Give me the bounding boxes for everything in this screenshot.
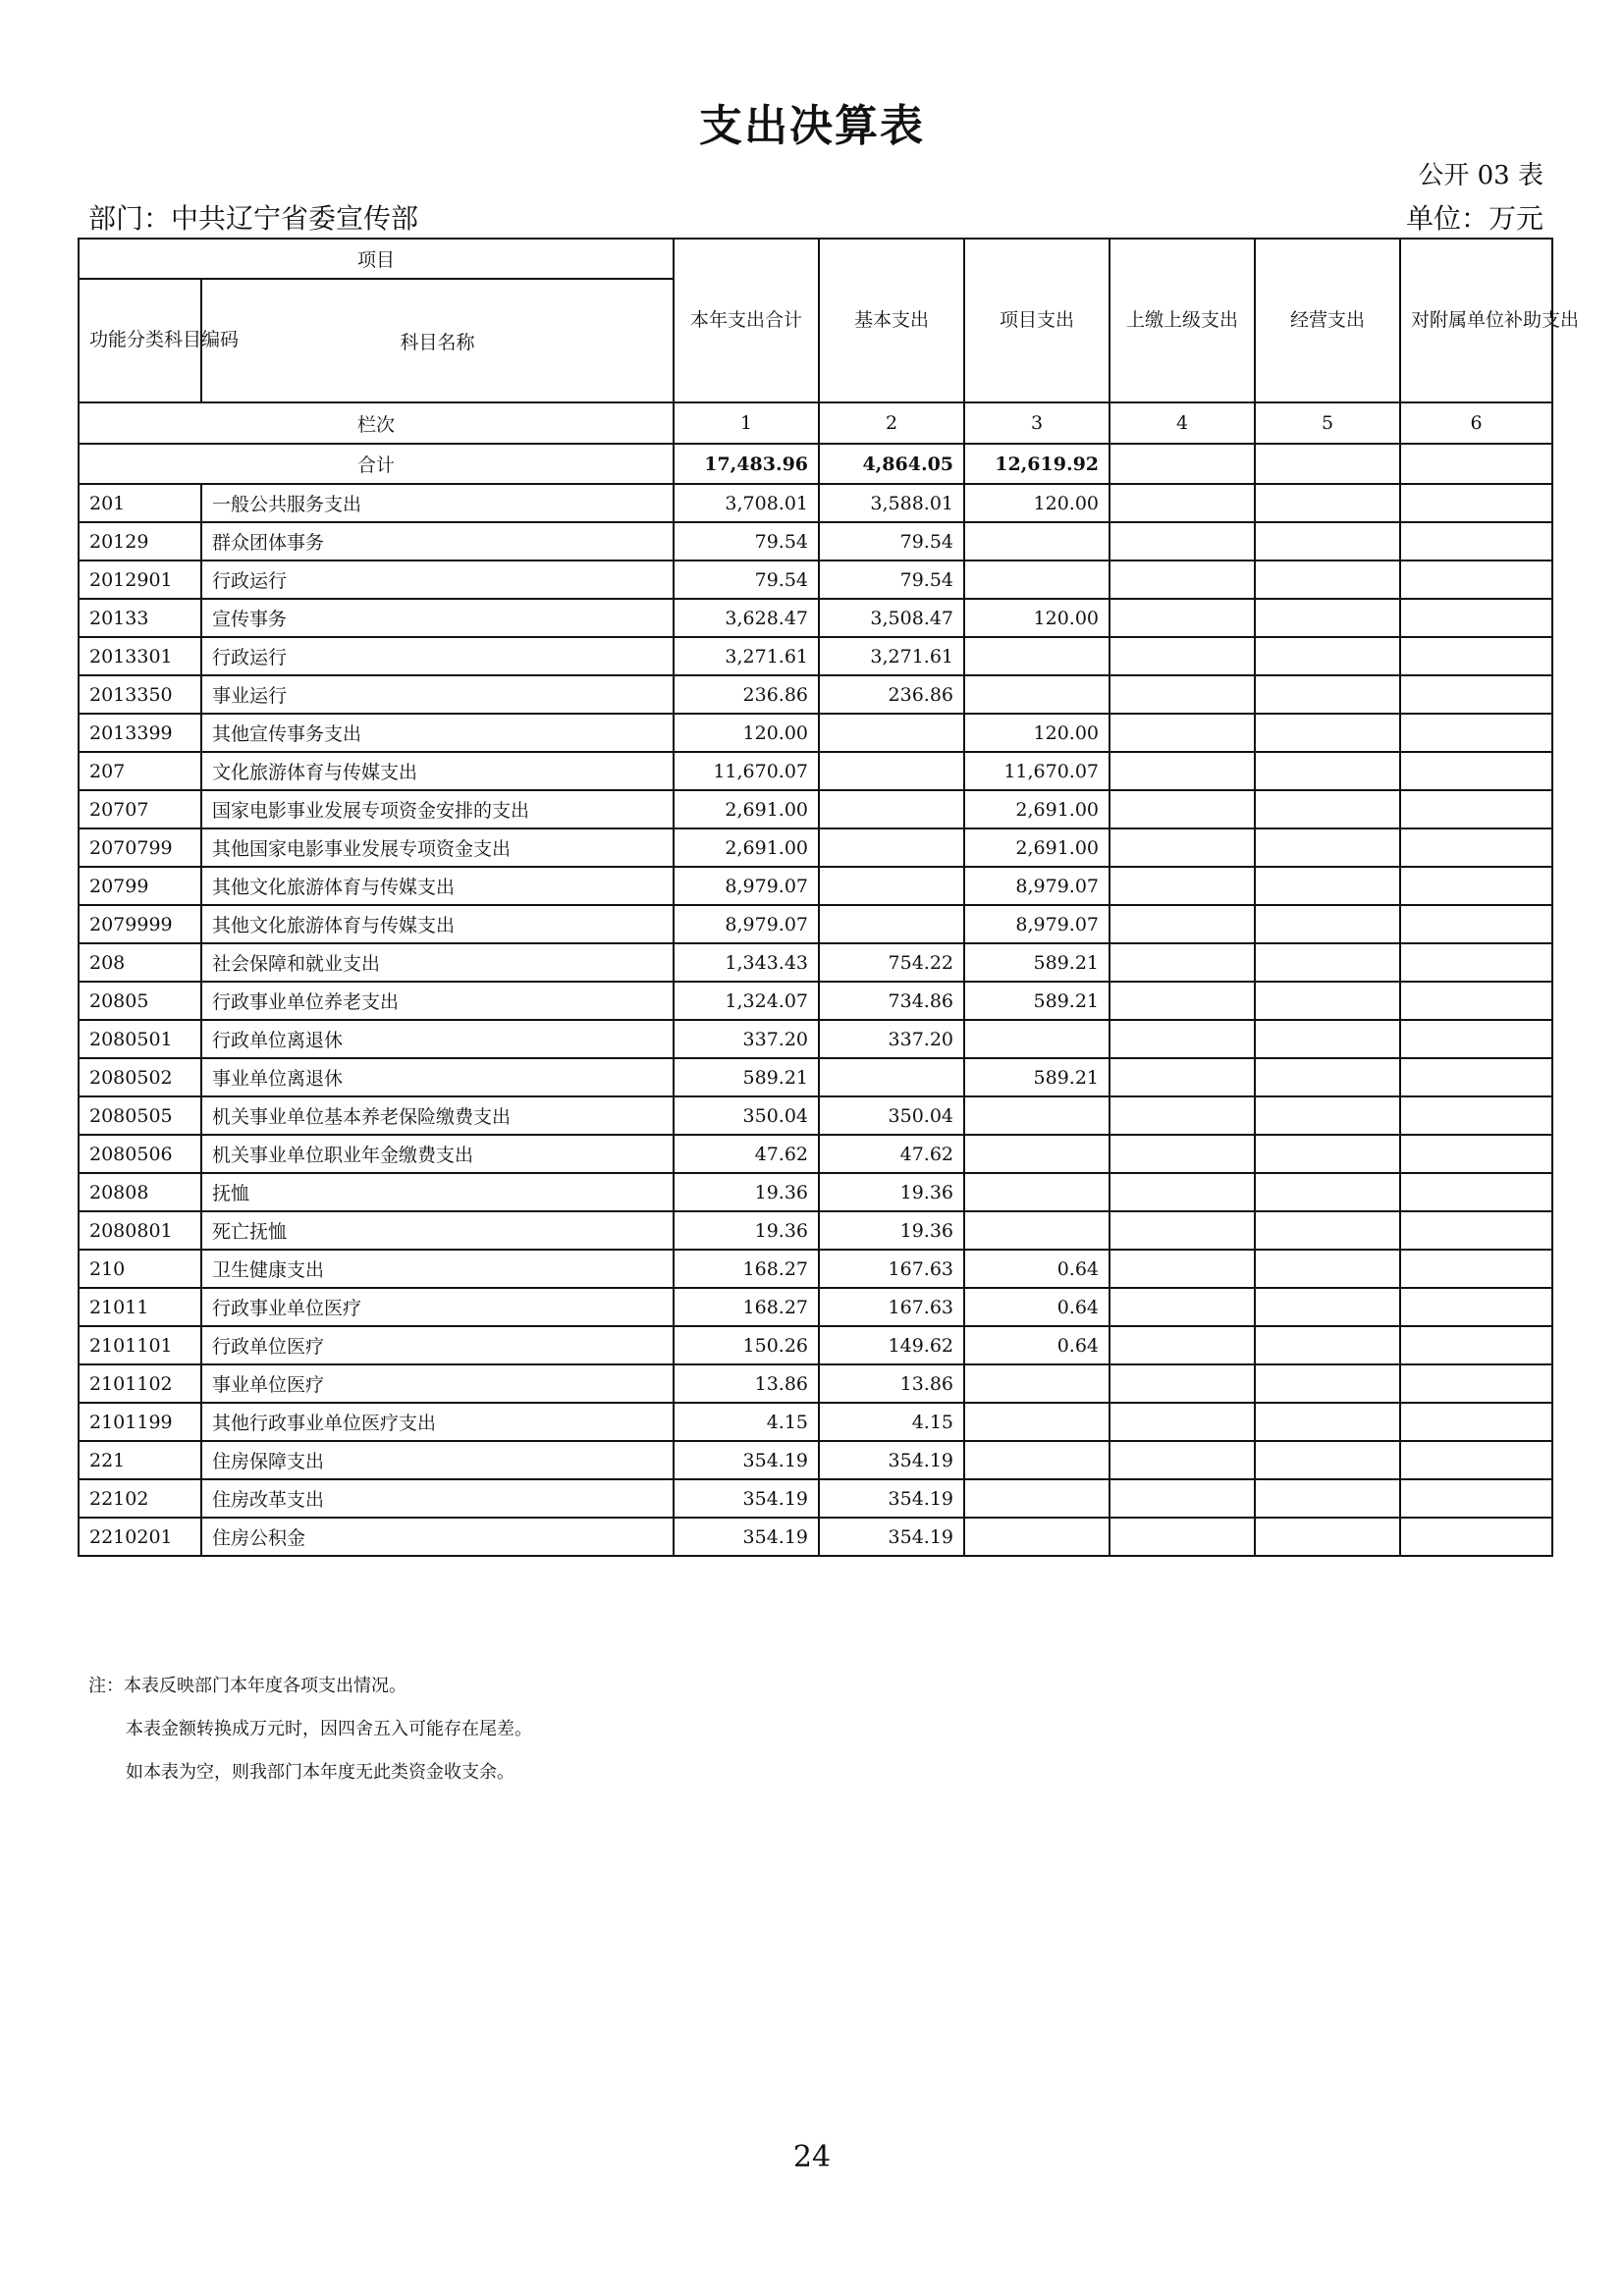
row-subsidy	[1400, 1364, 1552, 1403]
note-line: 本表金额转换成万元时，因四舍五入可能存在尾差。	[126, 1719, 532, 1739]
table-row	[79, 1518, 1552, 1556]
row-name: 行政事业单位医疗	[201, 1288, 674, 1326]
row-upper	[1110, 1211, 1255, 1250]
row-business	[1255, 1326, 1400, 1364]
row-subsidy	[1400, 637, 1552, 675]
header-business: 经营支出	[1255, 239, 1400, 402]
row-name: 一般公共服务支出	[201, 484, 674, 522]
row-business	[1255, 1518, 1400, 1556]
row-business	[1255, 522, 1400, 561]
row-subsidy	[1400, 1479, 1552, 1518]
table-row	[79, 752, 1552, 790]
row-project: 120.00	[964, 599, 1110, 637]
row-project	[964, 1403, 1110, 1441]
row-upper	[1110, 1403, 1255, 1441]
table-row	[79, 637, 1552, 675]
table-row	[79, 561, 1552, 599]
row-upper	[1110, 1326, 1255, 1364]
row-project	[964, 1020, 1110, 1058]
row-name: 事业单位医疗	[201, 1364, 674, 1403]
row-project: 11,670.07	[964, 752, 1110, 790]
row-total: 79.54	[674, 522, 819, 561]
row-code: 2101101	[79, 1326, 201, 1364]
row-total: 2,691.00	[674, 828, 819, 867]
total-project: 12,619.92	[964, 444, 1110, 484]
row-total: 8,979.07	[674, 905, 819, 943]
row-upper	[1110, 790, 1255, 828]
row-name: 文化旅游体育与传媒支出	[201, 752, 674, 790]
row-basic: 3,588.01	[819, 484, 964, 522]
row-business	[1255, 561, 1400, 599]
row-basic	[819, 714, 964, 752]
table-row	[79, 1135, 1552, 1173]
row-business	[1255, 1479, 1400, 1518]
row-upper	[1110, 599, 1255, 637]
row-upper	[1110, 1173, 1255, 1211]
row-upper	[1110, 982, 1255, 1020]
row-basic: 354.19	[819, 1518, 964, 1556]
row-code: 2080506	[79, 1135, 201, 1173]
row-upper	[1110, 905, 1255, 943]
row-project: 120.00	[964, 484, 1110, 522]
row-project	[964, 522, 1110, 561]
table-row	[79, 1288, 1552, 1326]
row-project	[964, 1096, 1110, 1135]
row-code: 207	[79, 752, 201, 790]
row-project: 8,979.07	[964, 905, 1110, 943]
row-name: 其他国家电影事业发展专项资金支出	[201, 828, 674, 867]
header-code: 功能分类科目编码	[79, 279, 201, 402]
column-number: 4	[1110, 402, 1255, 444]
row-basic: 354.19	[819, 1479, 964, 1518]
table-row	[79, 790, 1552, 828]
row-subsidy	[1400, 1173, 1552, 1211]
row-code: 20707	[79, 790, 201, 828]
row-project	[964, 561, 1110, 599]
row-upper	[1110, 637, 1255, 675]
row-business	[1255, 752, 1400, 790]
row-subsidy	[1400, 828, 1552, 867]
row-name: 其他文化旅游体育与传媒支出	[201, 867, 674, 905]
row-total: 8,979.07	[674, 867, 819, 905]
row-name: 行政事业单位养老支出	[201, 982, 674, 1020]
row-code: 2013301	[79, 637, 201, 675]
row-basic: 167.63	[819, 1288, 964, 1326]
table-row	[79, 867, 1552, 905]
row-code: 2079999	[79, 905, 201, 943]
row-project: 589.21	[964, 1058, 1110, 1096]
row-total: 589.21	[674, 1058, 819, 1096]
row-subsidy	[1400, 1288, 1552, 1326]
row-total: 337.20	[674, 1020, 819, 1058]
row-code: 2080505	[79, 1096, 201, 1135]
row-project	[964, 1211, 1110, 1250]
row-name: 社会保障和就业支出	[201, 943, 674, 982]
row-business	[1255, 1211, 1400, 1250]
row-business	[1255, 1096, 1400, 1135]
row-basic: 3,271.61	[819, 637, 964, 675]
row-upper	[1110, 828, 1255, 867]
row-upper	[1110, 1441, 1255, 1479]
row-project: 0.64	[964, 1250, 1110, 1288]
row-code: 22102	[79, 1479, 201, 1518]
row-subsidy	[1400, 675, 1552, 714]
row-project	[964, 1518, 1110, 1556]
row-business	[1255, 1173, 1400, 1211]
row-code: 20805	[79, 982, 201, 1020]
total-amount: 17,483.96	[674, 444, 819, 484]
row-subsidy	[1400, 943, 1552, 982]
row-upper	[1110, 675, 1255, 714]
row-code: 210	[79, 1250, 201, 1288]
form-number: 公开 03 表	[1418, 161, 1543, 190]
total-upper	[1110, 444, 1255, 484]
row-subsidy	[1400, 714, 1552, 752]
row-name: 机关事业单位职业年金缴费支出	[201, 1135, 674, 1173]
table-row	[79, 675, 1552, 714]
row-name: 住房公积金	[201, 1518, 674, 1556]
row-code: 208	[79, 943, 201, 982]
column-number: 2	[819, 402, 964, 444]
row-total: 236.86	[674, 675, 819, 714]
row-basic: 754.22	[819, 943, 964, 982]
row-subsidy	[1400, 1250, 1552, 1288]
column-number-label: 栏次	[79, 402, 674, 444]
table-row	[79, 828, 1552, 867]
table-row	[79, 905, 1552, 943]
row-project: 120.00	[964, 714, 1110, 752]
row-business	[1255, 1441, 1400, 1479]
row-upper	[1110, 1135, 1255, 1173]
row-subsidy	[1400, 561, 1552, 599]
row-subsidy	[1400, 1326, 1552, 1364]
unit-label: 单位：万元	[1405, 202, 1543, 235]
row-total: 3,628.47	[674, 599, 819, 637]
row-code: 201	[79, 484, 201, 522]
row-basic: 236.86	[819, 675, 964, 714]
table-row	[79, 484, 1552, 522]
row-code: 21011	[79, 1288, 201, 1326]
row-name: 抚恤	[201, 1173, 674, 1211]
row-subsidy	[1400, 599, 1552, 637]
row-upper	[1110, 714, 1255, 752]
row-code: 2080501	[79, 1020, 201, 1058]
row-basic	[819, 790, 964, 828]
row-name: 其他文化旅游体育与传媒支出	[201, 905, 674, 943]
row-upper	[1110, 1479, 1255, 1518]
row-name: 机关事业单位基本养老保险缴费支出	[201, 1096, 674, 1135]
row-code: 20129	[79, 522, 201, 561]
row-basic	[819, 905, 964, 943]
row-project	[964, 1441, 1110, 1479]
row-basic: 337.20	[819, 1020, 964, 1058]
row-total: 1,324.07	[674, 982, 819, 1020]
row-project: 2,691.00	[964, 790, 1110, 828]
row-upper	[1110, 561, 1255, 599]
row-business	[1255, 1058, 1400, 1096]
row-upper	[1110, 522, 1255, 561]
total-business	[1255, 444, 1400, 484]
row-basic: 167.63	[819, 1250, 964, 1288]
row-subsidy	[1400, 905, 1552, 943]
row-project	[964, 1135, 1110, 1173]
table-row	[79, 714, 1552, 752]
row-basic: 19.36	[819, 1173, 964, 1211]
row-upper	[1110, 484, 1255, 522]
row-code: 2013350	[79, 675, 201, 714]
row-upper	[1110, 1288, 1255, 1326]
row-code: 2080801	[79, 1211, 201, 1250]
row-subsidy	[1400, 790, 1552, 828]
row-total: 354.19	[674, 1441, 819, 1479]
row-upper	[1110, 1058, 1255, 1096]
row-business	[1255, 1020, 1400, 1058]
row-subsidy	[1400, 522, 1552, 561]
column-number: 6	[1400, 402, 1552, 444]
row-project	[964, 637, 1110, 675]
page-number: 24	[792, 2140, 832, 2174]
row-name: 其他行政事业单位医疗支出	[201, 1403, 674, 1441]
row-code: 2210201	[79, 1518, 201, 1556]
row-total: 354.19	[674, 1479, 819, 1518]
row-subsidy	[1400, 1096, 1552, 1135]
row-project: 589.21	[964, 982, 1110, 1020]
row-project: 0.64	[964, 1288, 1110, 1326]
department-label: 部门：中共辽宁省委宣传部	[88, 202, 419, 235]
row-total: 350.04	[674, 1096, 819, 1135]
row-basic: 354.19	[819, 1441, 964, 1479]
row-business	[1255, 1250, 1400, 1288]
row-subsidy	[1400, 1211, 1552, 1250]
row-basic: 47.62	[819, 1135, 964, 1173]
row-name: 群众团体事务	[201, 522, 674, 561]
row-subsidy	[1400, 1403, 1552, 1441]
row-basic: 79.54	[819, 561, 964, 599]
total-label: 合计	[79, 444, 674, 484]
row-basic	[819, 828, 964, 867]
table-row	[79, 522, 1552, 561]
total-subsidy	[1400, 444, 1552, 484]
row-code: 20133	[79, 599, 201, 637]
header-row-1	[79, 239, 1552, 279]
row-business	[1255, 1135, 1400, 1173]
row-code: 2101102	[79, 1364, 201, 1403]
table-row	[79, 1211, 1552, 1250]
row-upper	[1110, 1096, 1255, 1135]
row-total: 150.26	[674, 1326, 819, 1364]
row-business	[1255, 943, 1400, 982]
column-number: 1	[674, 402, 819, 444]
row-upper	[1110, 1250, 1255, 1288]
row-business	[1255, 982, 1400, 1020]
row-business	[1255, 599, 1400, 637]
row-total: 4.15	[674, 1403, 819, 1441]
table-row	[79, 1479, 1552, 1518]
row-name: 行政运行	[201, 637, 674, 675]
row-project	[964, 1479, 1110, 1518]
row-business	[1255, 1403, 1400, 1441]
header-name: 科目名称	[201, 279, 674, 402]
row-upper	[1110, 1518, 1255, 1556]
row-basic: 350.04	[819, 1096, 964, 1135]
row-total: 79.54	[674, 561, 819, 599]
table-row	[79, 982, 1552, 1020]
row-business	[1255, 905, 1400, 943]
column-number-row	[79, 402, 1552, 444]
row-business	[1255, 1288, 1400, 1326]
row-total: 47.62	[674, 1135, 819, 1173]
table-row	[79, 1096, 1552, 1135]
total-basic: 4,864.05	[819, 444, 964, 484]
row-total: 354.19	[674, 1518, 819, 1556]
row-name: 行政单位医疗	[201, 1326, 674, 1364]
row-name: 住房改革支出	[201, 1479, 674, 1518]
row-subsidy	[1400, 1058, 1552, 1096]
header-total: 本年支出合计	[674, 239, 819, 402]
row-name: 宣传事务	[201, 599, 674, 637]
row-basic: 13.86	[819, 1364, 964, 1403]
row-code: 221	[79, 1441, 201, 1479]
table-row	[79, 1173, 1552, 1211]
row-total: 11,670.07	[674, 752, 819, 790]
row-name: 住房保障支出	[201, 1441, 674, 1479]
row-basic: 3,508.47	[819, 599, 964, 637]
row-subsidy	[1400, 1135, 1552, 1173]
row-basic: 79.54	[819, 522, 964, 561]
row-name: 其他宣传事务支出	[201, 714, 674, 752]
row-total: 168.27	[674, 1250, 819, 1288]
row-total: 2,691.00	[674, 790, 819, 828]
table-row	[79, 1326, 1552, 1364]
notes	[88, 1665, 532, 1794]
row-business	[1255, 484, 1400, 522]
row-total: 13.86	[674, 1364, 819, 1403]
row-project	[964, 675, 1110, 714]
table-row	[79, 599, 1552, 637]
expenditure-table	[78, 238, 1580, 1557]
header-item: 项目	[79, 239, 674, 279]
table-row	[79, 1250, 1552, 1288]
row-total: 120.00	[674, 714, 819, 752]
row-name: 事业运行	[201, 675, 674, 714]
row-name: 卫生健康支出	[201, 1250, 674, 1288]
row-basic: 4.15	[819, 1403, 964, 1441]
row-project: 589.21	[964, 943, 1110, 982]
table-row	[79, 1020, 1552, 1058]
row-code: 2013399	[79, 714, 201, 752]
row-upper	[1110, 867, 1255, 905]
column-number: 5	[1255, 402, 1400, 444]
header-subsidy: 对附属单位补助支出	[1400, 239, 1552, 402]
row-project	[964, 1173, 1110, 1211]
page-title: 支出决算表	[699, 101, 925, 151]
row-code: 2101199	[79, 1403, 201, 1441]
row-upper	[1110, 1364, 1255, 1403]
row-total: 3,271.61	[674, 637, 819, 675]
table-row	[79, 1058, 1552, 1096]
row-total: 3,708.01	[674, 484, 819, 522]
row-subsidy	[1400, 1441, 1552, 1479]
table-row	[79, 1441, 1552, 1479]
row-total: 19.36	[674, 1173, 819, 1211]
row-total: 19.36	[674, 1211, 819, 1250]
row-basic: 149.62	[819, 1326, 964, 1364]
row-subsidy	[1400, 982, 1552, 1020]
row-name: 事业单位离退休	[201, 1058, 674, 1096]
row-project: 8,979.07	[964, 867, 1110, 905]
row-subsidy	[1400, 1518, 1552, 1556]
row-project: 0.64	[964, 1326, 1110, 1364]
row-name: 行政运行	[201, 561, 674, 599]
header-upper: 上缴上级支出	[1110, 239, 1255, 402]
row-subsidy	[1400, 484, 1552, 522]
row-name: 行政单位离退休	[201, 1020, 674, 1058]
column-number: 3	[964, 402, 1110, 444]
row-code: 20808	[79, 1173, 201, 1211]
row-total: 1,343.43	[674, 943, 819, 982]
row-business	[1255, 714, 1400, 752]
row-subsidy	[1400, 1020, 1552, 1058]
row-code: 2080502	[79, 1058, 201, 1096]
table-row	[79, 1364, 1552, 1403]
header-project: 项目支出	[964, 239, 1110, 402]
row-business	[1255, 828, 1400, 867]
row-basic: 19.36	[819, 1211, 964, 1250]
row-upper	[1110, 752, 1255, 790]
row-project	[964, 1364, 1110, 1403]
row-business	[1255, 675, 1400, 714]
table-row	[79, 1403, 1552, 1441]
row-code: 2012901	[79, 561, 201, 599]
row-name: 死亡抚恤	[201, 1211, 674, 1250]
note-line: 如本表为空，则我部门本年度无此类资金收支余。	[126, 1762, 514, 1783]
row-subsidy	[1400, 752, 1552, 790]
row-basic	[819, 867, 964, 905]
total-row	[79, 444, 1552, 484]
row-subsidy	[1400, 867, 1552, 905]
row-business	[1255, 1364, 1400, 1403]
note-line: 注：本表反映部门本年度各项支出情况。	[88, 1676, 406, 1696]
row-basic	[819, 752, 964, 790]
row-basic: 734.86	[819, 982, 964, 1020]
row-code: 20799	[79, 867, 201, 905]
row-business	[1255, 637, 1400, 675]
row-total: 168.27	[674, 1288, 819, 1326]
row-basic	[819, 1058, 964, 1096]
row-business	[1255, 867, 1400, 905]
row-business	[1255, 790, 1400, 828]
row-code: 2070799	[79, 828, 201, 867]
header-basic: 基本支出	[819, 239, 964, 402]
table-row	[79, 943, 1552, 982]
row-name: 国家电影事业发展专项资金安排的支出	[201, 790, 674, 828]
row-upper	[1110, 1020, 1255, 1058]
row-project: 2,691.00	[964, 828, 1110, 867]
row-upper	[1110, 943, 1255, 982]
